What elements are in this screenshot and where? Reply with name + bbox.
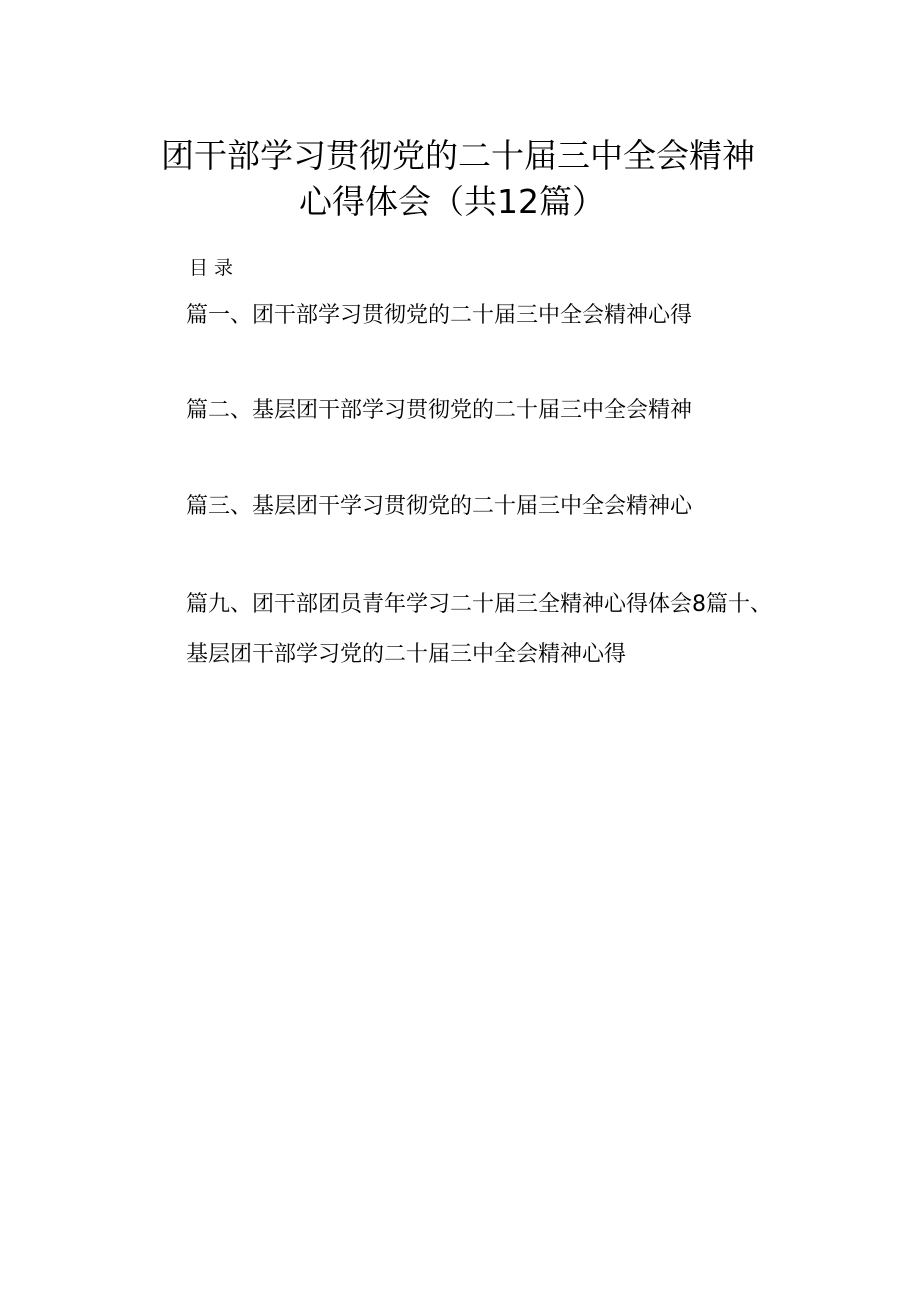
document-title-line-2: 心得体会（共12篇）: [299, 182, 605, 221]
toc-item-4[interactable]: 篇九、团干部团员青年学习二十届三全精神心得体会8篇十、: [186, 592, 772, 617]
toc-item-1[interactable]: 篇一、团干部学习贯彻党的二十届三中全会精神心得: [186, 303, 693, 328]
toc-item-3[interactable]: 篇三、基层团干学习贯彻党的二十届三中全会精神心: [186, 494, 693, 519]
toc-heading: 目录: [189, 257, 240, 279]
document-title-line-1: 团干部学习贯彻党的二十届三中全会精神: [161, 136, 755, 175]
toc-item-2[interactable]: 篇二、基层团干部学习贯彻党的二十届三中全会精神: [186, 398, 693, 423]
toc-item-5[interactable]: 基层团干部学习党的二十届三中全会精神心得: [186, 642, 627, 667]
